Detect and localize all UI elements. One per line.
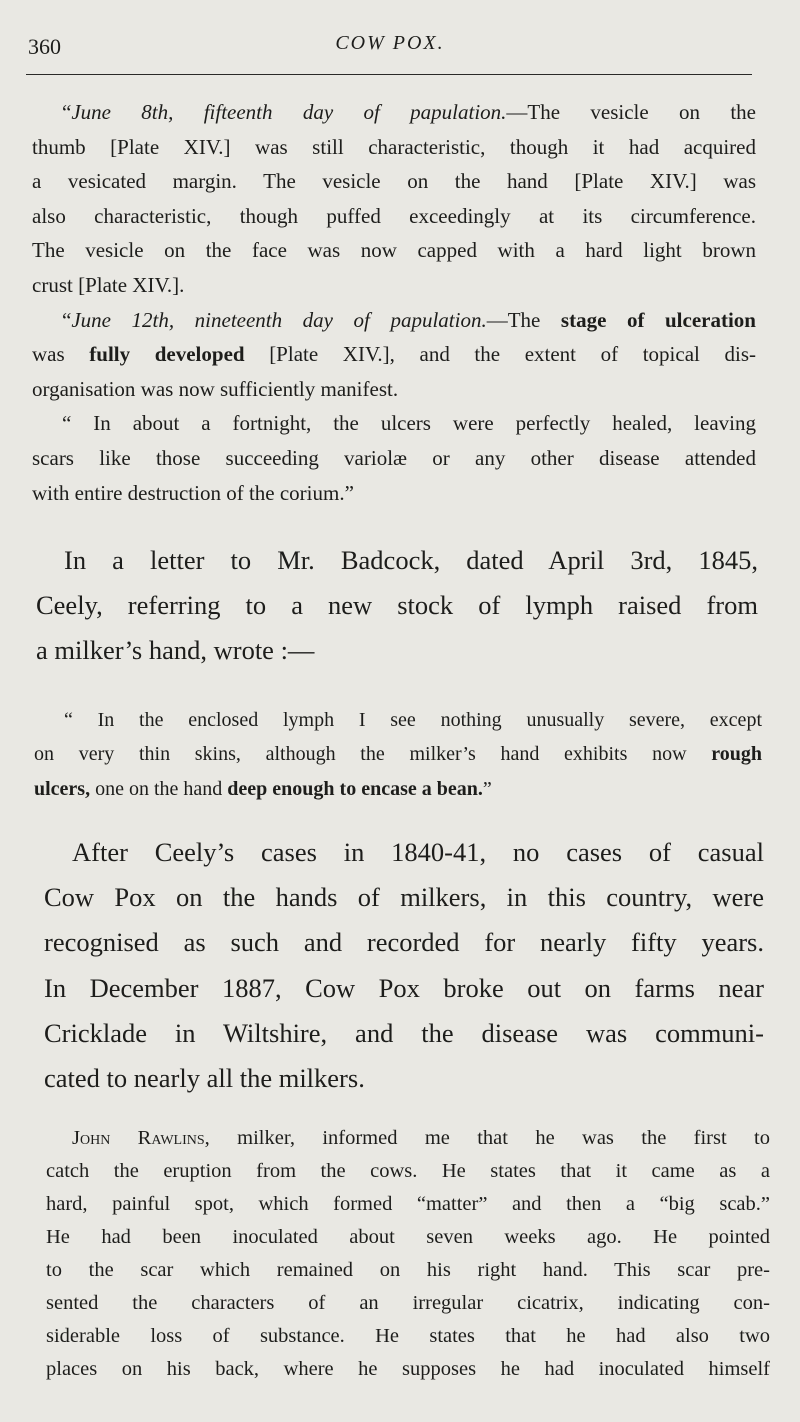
text-line: Cow Pox on the hands of milkers, in this country, were — [44, 882, 764, 913]
text-line: siderable loss of substance. He states that he had also two — [46, 1325, 770, 1347]
text-line: a milker’s hand, wrote :— — [36, 635, 315, 665]
text-line — [34, 772, 762, 806]
bold-emphasis: rough — [711, 743, 762, 766]
text-line: also characteristic, though puffed exceedingly at its circumference. — [32, 203, 756, 228]
text-line: organisation was now sufficiently manifest. — [32, 376, 399, 401]
open-quote: “ — [62, 100, 72, 124]
text-line: “ In the enclosed lymph I see nothing unusually severe, except — [64, 709, 762, 731]
text-line: to the scar which remained on his right hand. This scar pre- — [46, 1259, 770, 1281]
text-line: recognised as such and recorded for nearly fifty years. — [44, 927, 764, 958]
header-rule — [26, 74, 752, 75]
text-line: Cricklade in Wiltshire, and the disease was communi- — [44, 1017, 764, 1048]
quote-block-letter — [34, 703, 762, 806]
open-quote: “ — [62, 307, 72, 332]
paragraph-letter — [36, 538, 758, 673]
text-line: In a letter to Mr. Badcock, dated April 3rd, 1845, — [64, 545, 758, 575]
paragraph-history — [44, 830, 764, 1101]
text-line: hard, painful spot, which formed “matter” and then a “big scab.” — [46, 1193, 770, 1215]
text-span: —The vesicle on the — [506, 100, 757, 124]
text-span: , milker, informed me that he was the first to — [204, 1127, 770, 1149]
text-line: The vesicle on the face was now capped with a hard light brown — [32, 238, 756, 263]
page-header — [28, 28, 752, 68]
quote-block-journal — [32, 95, 756, 510]
text-line: After Ceely’s cases in 1840-41, no cases of casual — [72, 837, 764, 867]
running-title: COW POX. — [335, 32, 445, 54]
bold-emphasis: deep enough to encase a bean. — [227, 777, 483, 800]
italic-date-heading: June 12th, nineteenth day of papulation. — [71, 307, 487, 332]
text-line — [34, 737, 762, 771]
text-line: thumb [Plate XIV.] was still characteristic, though it had acquired — [32, 134, 756, 159]
text-line — [46, 1122, 770, 1155]
text-line: “ In about a fortnight, the ulcers were perfectly healed, leaving — [62, 411, 756, 436]
text-span: —The — [486, 307, 561, 332]
text-line — [32, 337, 756, 372]
text-line: a vesicated margin. The vesicle on the hand [Plate XIV.] was — [32, 169, 756, 194]
text-line: with entire destruction of the corium.” — [32, 480, 354, 505]
text-line: In December 1887, Cow Pox broke out on farms near — [44, 972, 764, 1003]
bold-emphasis: ulcers, — [34, 777, 91, 800]
text-span: [Plate XIV.], and the extent of topical dis- — [244, 342, 756, 367]
text-line: scars like those succeeding variolæ or any other disease attended — [32, 445, 756, 470]
paragraph-case-report — [46, 1122, 770, 1386]
person-name: John Rawlins — [72, 1127, 205, 1149]
italic-date-heading: June 8th, fifteenth day of papulation. — [71, 100, 507, 124]
text-line: places on his back, where he supposes he had inoculated himself — [46, 1358, 770, 1380]
text-line: crust [Plate XIV.]. — [32, 272, 185, 297]
text-line — [32, 95, 756, 130]
text-line: catch the eruption from the cows. He states that it came as a — [46, 1160, 770, 1182]
text-line — [32, 303, 756, 338]
text-line: sented the characters of an irregular cicatrix, indicating con- — [46, 1292, 770, 1314]
text-line: cated to nearly all the milkers. — [44, 1063, 365, 1094]
close-quote: ” — [482, 777, 492, 800]
text-line: He had been inoculated about seven weeks ago. He pointed — [46, 1226, 770, 1248]
bold-emphasis: stage of ulceration — [560, 307, 756, 332]
text-line: Ceely, referring to a new stock of lymph raised from — [36, 590, 758, 620]
text-span: on very thin skins, although the milker’s hand exhibits now — [34, 743, 712, 766]
page-number: 360 — [28, 34, 61, 59]
text-span: one on the hand — [90, 777, 228, 800]
bold-emphasis: fully developed — [89, 342, 245, 367]
text-span: was — [32, 342, 90, 367]
